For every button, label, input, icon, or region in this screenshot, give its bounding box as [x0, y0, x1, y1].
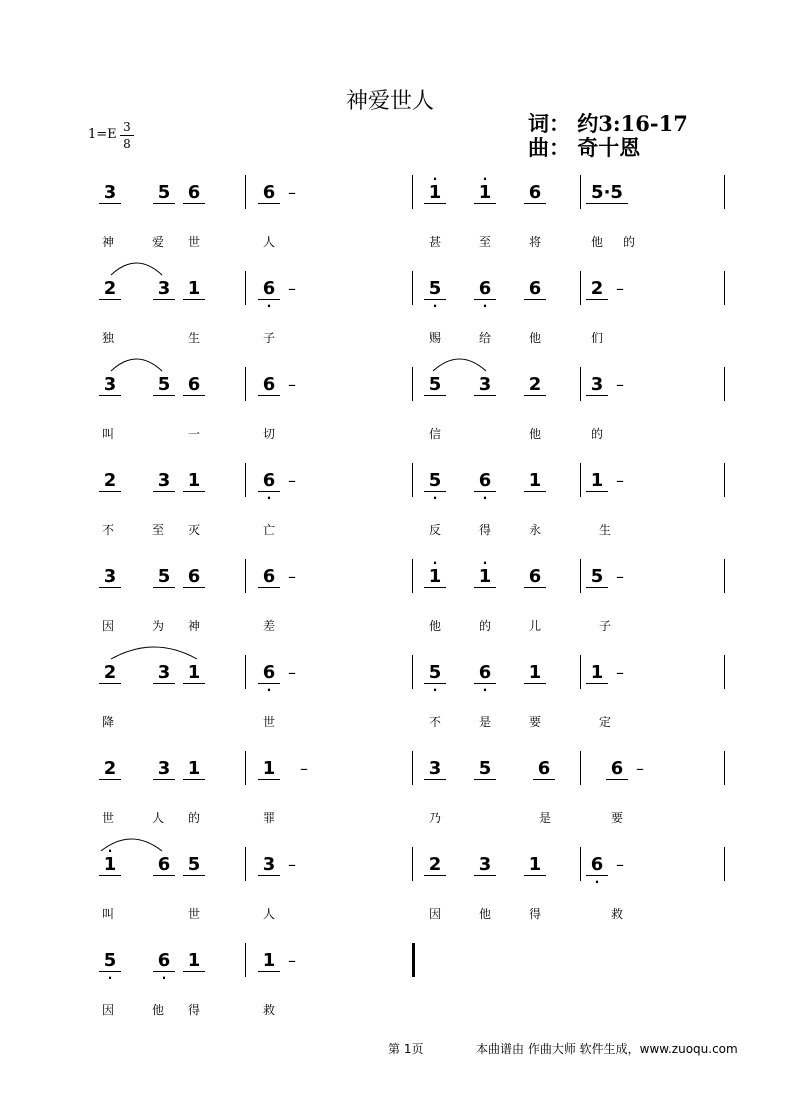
- slur-curve: [433, 359, 486, 371]
- lyric-syllable: 不: [428, 715, 441, 729]
- note: [524, 279, 546, 300]
- lyric-syllable: 救: [262, 1003, 275, 1017]
- note: [99, 471, 121, 492]
- lyric-syllable: 永: [528, 523, 541, 537]
- note-digit: 6: [187, 374, 201, 395]
- lyric-syllable: 灭: [187, 523, 200, 537]
- lyric-syllable: 他: [590, 235, 603, 249]
- note: [586, 183, 628, 204]
- note: [153, 375, 175, 396]
- barline: [724, 559, 725, 593]
- note-digit: 2: [103, 278, 117, 299]
- note-digit: 6: [528, 566, 542, 587]
- slur-curve: [101, 839, 162, 851]
- note: [99, 663, 121, 684]
- lyric-syllable: 切: [262, 427, 275, 441]
- barline: [245, 943, 246, 977]
- note: [586, 375, 608, 396]
- lyric-syllable: 世: [262, 715, 275, 729]
- lyric-syllable: 得: [528, 907, 541, 921]
- lyric-syllable: 人: [151, 811, 164, 825]
- note-digit: 2: [103, 662, 117, 683]
- barline: [245, 847, 246, 881]
- note-digit: 5: [428, 470, 442, 491]
- lyric-syllable: 子: [262, 331, 275, 345]
- lyric-syllable: 甚: [428, 235, 441, 249]
- note: [586, 279, 608, 300]
- note: [474, 375, 496, 396]
- software-credit: 本曲谱由 作曲大师 软件生成，www.zuoqu.com: [476, 1042, 738, 1056]
- note-digit: 1: [187, 662, 201, 683]
- slur-curve: [111, 647, 197, 659]
- sustain-dash: –: [300, 759, 308, 778]
- note-digit: 1: [187, 470, 201, 491]
- lyric-syllable: 独: [101, 331, 114, 345]
- note: [524, 471, 546, 492]
- note-digit: 6: [262, 566, 276, 587]
- barline: [580, 463, 581, 497]
- barline: [245, 655, 246, 689]
- barline: [580, 367, 581, 401]
- lyric-syllable: 生: [598, 523, 611, 537]
- note: [258, 470, 280, 505]
- sustain-dash: –: [288, 471, 296, 490]
- note: [586, 471, 608, 492]
- note-digit: 6: [262, 278, 276, 299]
- note-digit: 1: [528, 854, 542, 875]
- note-digit: 3: [157, 758, 171, 779]
- note-digit: 3: [103, 374, 117, 395]
- note-digit: 1: [187, 278, 201, 299]
- octave-dot-low: ·: [266, 491, 272, 505]
- lyric-syllable: 定: [598, 715, 611, 729]
- slur-curve: [111, 263, 162, 275]
- slur-curve: [111, 359, 162, 371]
- note: [524, 183, 546, 204]
- note-digit: 3: [478, 374, 492, 395]
- lyric-syllable: 世: [187, 235, 200, 249]
- slur: [110, 353, 163, 373]
- note-digit: 2: [428, 854, 442, 875]
- note-digit: 6: [157, 854, 171, 875]
- octave-dot-high: ·: [482, 172, 488, 186]
- note: [183, 567, 205, 588]
- lyric-syllable: 亡: [262, 523, 275, 537]
- lyric-syllable: 叫: [101, 907, 114, 921]
- slur: [110, 641, 198, 661]
- note-digit: 5: [157, 182, 171, 203]
- lyric-syllable: 罪: [262, 811, 275, 825]
- meter-top: 3: [123, 120, 131, 134]
- barline: [412, 655, 413, 689]
- barline: [580, 271, 581, 305]
- credits-block: [528, 112, 688, 160]
- lyric-syllable: 叫: [101, 427, 114, 441]
- octave-dot-low: ·: [594, 875, 600, 889]
- lyric-syllable: 是: [478, 715, 491, 729]
- sustain-dash: –: [636, 759, 644, 778]
- barline: [412, 559, 413, 593]
- barline: [724, 655, 725, 689]
- lyric-syllable: 得: [187, 1003, 200, 1017]
- note-digit: 1: [428, 182, 442, 203]
- note-digit: 5: [157, 374, 171, 395]
- barline: [580, 559, 581, 593]
- note-digit: 1: [528, 662, 542, 683]
- page-number: 第 1页: [388, 1042, 424, 1056]
- note: [424, 172, 446, 204]
- barline: [245, 175, 246, 209]
- note-digit: 6: [262, 662, 276, 683]
- lyric-syllable: 至: [151, 523, 164, 537]
- note-digit: 5: [428, 662, 442, 683]
- barline: [724, 751, 725, 785]
- sustain-dash: –: [616, 471, 624, 490]
- note: [424, 855, 446, 876]
- note: [258, 183, 280, 204]
- note-digit: 1: [590, 470, 604, 491]
- lyric-syllable: 将: [528, 235, 541, 249]
- note: [424, 375, 446, 396]
- lyric-syllable: 反: [428, 523, 441, 537]
- octave-dot-high: ·: [432, 172, 438, 186]
- lyric-syllable: 是: [538, 811, 551, 825]
- note-digit: 1: [528, 470, 542, 491]
- meter-bottom: 8: [123, 137, 131, 151]
- barline: [245, 271, 246, 305]
- barline: [412, 751, 413, 785]
- composer-credit: 曲： 奇十恩: [528, 135, 641, 160]
- note-digit: 1: [478, 182, 492, 203]
- sustain-dash: –: [616, 567, 624, 586]
- sustain-dash: –: [616, 663, 624, 682]
- note: [183, 183, 205, 204]
- note: [258, 855, 280, 876]
- note-digit: 3: [478, 854, 492, 875]
- note: [258, 662, 280, 697]
- note: [183, 471, 205, 492]
- note-digit: 6: [610, 758, 624, 779]
- note-digit: 2: [590, 278, 604, 299]
- lyric-syllable: 生: [187, 331, 200, 345]
- lyric-syllable: 的: [590, 427, 603, 441]
- lyric-syllable: 至: [478, 235, 491, 249]
- note: [586, 854, 608, 889]
- note: [474, 556, 496, 588]
- lyric-syllable: 的: [478, 619, 491, 633]
- note: [183, 759, 205, 780]
- note-digit: 3: [157, 278, 171, 299]
- note-digit: 6: [528, 278, 542, 299]
- barline: [245, 559, 246, 593]
- lyric-syllable: 差: [262, 619, 275, 633]
- sustain-dash: –: [288, 567, 296, 586]
- lyric-syllable: 因: [428, 907, 441, 921]
- note-digit: 1: [103, 854, 117, 875]
- note-digit: 5: [478, 758, 492, 779]
- lyric-syllable: 神: [101, 235, 114, 249]
- octave-dot-low: ·: [107, 971, 113, 985]
- barline: [580, 847, 581, 881]
- octave-dot-low: ·: [266, 683, 272, 697]
- note-digit: 6: [187, 182, 201, 203]
- note: [474, 470, 496, 505]
- barline: [245, 751, 246, 785]
- barline: [412, 175, 413, 209]
- note: [153, 950, 175, 985]
- note: [474, 855, 496, 876]
- note: [586, 567, 608, 588]
- lyric-syllable: 的: [622, 235, 635, 249]
- note-digit: 6: [262, 374, 276, 395]
- meter-line: [120, 135, 134, 136]
- slur: [432, 353, 487, 373]
- octave-dot-low: ·: [432, 683, 438, 697]
- note-digit: 1: [187, 950, 201, 971]
- note: [183, 951, 205, 972]
- note: [99, 279, 121, 300]
- note-digit: 6: [478, 470, 492, 491]
- note-digit: 3: [262, 854, 276, 875]
- sustain-dash: –: [616, 855, 624, 874]
- slur: [100, 833, 163, 853]
- note: [474, 662, 496, 697]
- note-digit: 6: [478, 662, 492, 683]
- note-digit: 2: [103, 470, 117, 491]
- lyric-syllable: 为: [151, 619, 164, 633]
- octave-dot-low: ·: [482, 299, 488, 313]
- octave-dot-low: ·: [432, 299, 438, 313]
- octave-dot-low: ·: [482, 491, 488, 505]
- sustain-dash: –: [616, 279, 624, 298]
- note-digit: 6: [537, 758, 551, 779]
- lyric-syllable: 要: [528, 715, 541, 729]
- note-digit: 5: [428, 278, 442, 299]
- note-digit: 3: [157, 662, 171, 683]
- note: [524, 855, 546, 876]
- note-digit: 2: [528, 374, 542, 395]
- octave-dot-low: ·: [161, 971, 167, 985]
- note: [424, 556, 446, 588]
- note-digit: 6: [187, 566, 201, 587]
- lyric-syllable: 乃: [428, 811, 441, 825]
- sustain-dash: –: [288, 855, 296, 874]
- lyric-syllable: 儿: [528, 619, 541, 633]
- note: [474, 759, 496, 780]
- note: [183, 375, 205, 396]
- lyric-syllable: 世: [187, 907, 200, 921]
- song-title: 神爱世人: [345, 89, 434, 114]
- lyric-syllable: 爱: [151, 235, 164, 249]
- barline: [245, 463, 246, 497]
- barline: [724, 271, 725, 305]
- time-signature: [120, 120, 134, 151]
- note: [424, 278, 446, 313]
- note: [524, 567, 546, 588]
- note-digit: 5: [428, 374, 442, 395]
- lyric-syllable: 他: [151, 1003, 164, 1017]
- barline: [412, 367, 413, 401]
- note-digit: 1: [590, 662, 604, 683]
- octave-dot-high: ·: [432, 556, 438, 570]
- barline: [724, 847, 725, 881]
- note-digit: 5: [157, 566, 171, 587]
- note-digit: 6: [157, 950, 171, 971]
- note-digit: 5: [187, 854, 201, 875]
- lyric-syllable: 赐: [428, 331, 441, 345]
- note: [153, 471, 175, 492]
- lyric-syllable: 的: [187, 811, 200, 825]
- note: [424, 470, 446, 505]
- lyric-syllable: 因: [101, 1003, 114, 1017]
- barline: [724, 367, 725, 401]
- note: [153, 855, 175, 876]
- note: [424, 759, 446, 780]
- lyric-syllable: 人: [262, 235, 275, 249]
- note: [258, 375, 280, 396]
- note: [533, 759, 555, 780]
- lyricist-credit: 词： 约3:16-17: [528, 111, 688, 136]
- note-digit: 1: [262, 950, 276, 971]
- note-digit: 6: [590, 854, 604, 875]
- lyric-syllable: 他: [528, 331, 541, 345]
- lyric-syllable: 神: [187, 619, 200, 633]
- sustain-dash: –: [288, 663, 296, 682]
- lyric-syllable: 降: [101, 715, 114, 729]
- lyric-syllable: 人: [262, 907, 275, 921]
- octave-dot-low: ·: [432, 491, 438, 505]
- note: [99, 375, 121, 396]
- note-digit: 3: [428, 758, 442, 779]
- note-digit: 6: [262, 182, 276, 203]
- note-digit: 3: [103, 566, 117, 587]
- note-digit: 6: [478, 278, 492, 299]
- octave-dot-high: ·: [107, 844, 113, 858]
- note: [258, 759, 280, 780]
- note: [524, 663, 546, 684]
- lyric-syllable: 救: [610, 907, 623, 921]
- barline: [580, 751, 581, 785]
- sustain-dash: –: [288, 375, 296, 394]
- note: [424, 662, 446, 697]
- lyric-syllable: 一: [187, 427, 200, 441]
- lyric-syllable: 子: [598, 619, 611, 633]
- note-digit: 3: [590, 374, 604, 395]
- barline: [580, 655, 581, 689]
- note: [153, 759, 175, 780]
- note: [586, 663, 608, 684]
- barline: [580, 175, 581, 209]
- note-digit: 2: [103, 758, 117, 779]
- lyric-syllable: 因: [101, 619, 114, 633]
- octave-dot-low: ·: [266, 299, 272, 313]
- note-digit: 1: [428, 566, 442, 587]
- barline: [724, 463, 725, 497]
- note: [258, 951, 280, 972]
- final-barline: [412, 943, 415, 977]
- lyric-syllable: 世: [101, 811, 114, 825]
- note: [183, 663, 205, 684]
- lyric-syllable: 给: [478, 331, 491, 345]
- lyric-syllable: 信: [428, 427, 441, 441]
- note: [258, 567, 280, 588]
- barline: [245, 367, 246, 401]
- note: [99, 183, 121, 204]
- note: [606, 759, 628, 780]
- note-digit: 3: [103, 182, 117, 203]
- note-digit: 3: [157, 470, 171, 491]
- slur: [110, 257, 163, 277]
- sustain-dash: –: [616, 375, 624, 394]
- note-digit: 6: [262, 470, 276, 491]
- note: [524, 375, 546, 396]
- note-digit: 5·5: [591, 182, 623, 203]
- note-digit: 6: [528, 182, 542, 203]
- note: [99, 950, 121, 985]
- note: [99, 759, 121, 780]
- lyric-syllable: 他: [528, 427, 541, 441]
- note: [153, 567, 175, 588]
- lyric-syllable: 要: [610, 811, 623, 825]
- note: [474, 278, 496, 313]
- key-signature: 1=E: [88, 127, 117, 142]
- barline: [412, 463, 413, 497]
- note: [153, 663, 175, 684]
- note: [153, 279, 175, 300]
- note-digit: 1: [262, 758, 276, 779]
- note-digit: 1: [187, 758, 201, 779]
- note: [474, 172, 496, 204]
- note: [99, 844, 121, 876]
- note: [258, 278, 280, 313]
- lyric-syllable: 他: [478, 907, 491, 921]
- note: [183, 855, 205, 876]
- barline: [412, 847, 413, 881]
- lyric-syllable: 得: [478, 523, 491, 537]
- note-digit: 5: [103, 950, 117, 971]
- lyric-syllable: 不: [101, 523, 114, 537]
- note: [183, 279, 205, 300]
- octave-dot-high: ·: [482, 556, 488, 570]
- barline: [412, 271, 413, 305]
- note: [99, 567, 121, 588]
- lyric-syllable: 他: [428, 619, 441, 633]
- sustain-dash: –: [288, 951, 296, 970]
- sustain-dash: –: [288, 183, 296, 202]
- note-digit: 5: [590, 566, 604, 587]
- octave-dot-low: ·: [482, 683, 488, 697]
- sustain-dash: –: [288, 279, 296, 298]
- barline: [724, 175, 725, 209]
- note: [153, 183, 175, 204]
- lyric-syllable: 们: [590, 331, 603, 345]
- note-digit: 1: [478, 566, 492, 587]
